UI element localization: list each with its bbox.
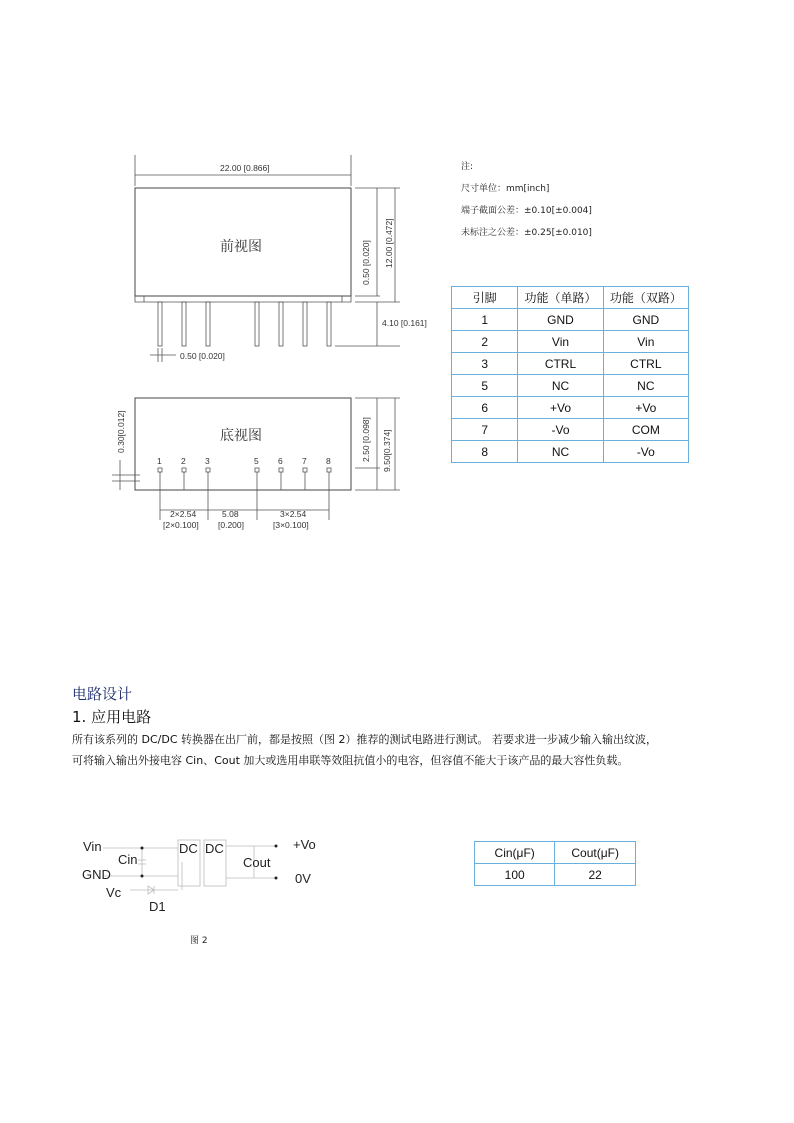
paragraph-line: 所有该系列的 DC/DC 转换器在出厂前，都是按照（图 2）推荐的测试电路进行测试。 若要求进一步减少输入输出纹波， xyxy=(72,733,657,746)
pin-width-dimension: 0.50 [0.020] xyxy=(180,351,225,361)
pitch-right-inch: [3×0.100] xyxy=(273,520,309,530)
mechanical-drawing xyxy=(100,150,440,540)
table-cell: NC xyxy=(518,441,603,463)
notes-title: 注: xyxy=(461,162,474,172)
table-cell: 1 xyxy=(452,309,518,331)
circuit-label-vo-plus: +Vo xyxy=(293,837,316,852)
circuit-label-vo-zero: 0V xyxy=(295,871,311,886)
circuit-label-dc1: DC xyxy=(179,841,198,856)
table-cell: +Vo xyxy=(603,397,688,419)
circuit-label-cout: Cout xyxy=(243,855,271,870)
pitch-mid: 5.08 xyxy=(222,509,239,519)
pin-number: 8 xyxy=(326,456,331,466)
application-circuit xyxy=(78,832,338,922)
table-row xyxy=(452,353,689,375)
table-cell: 7 xyxy=(452,419,518,441)
table-cell: -Vo xyxy=(603,441,688,463)
pin-length-dimension: 4.10 [0.161] xyxy=(382,318,427,328)
table-header-cell: 功能（单路） xyxy=(518,287,603,309)
pitch-left-inch: [2×0.100] xyxy=(163,520,199,530)
circuit-label-cin: Cin xyxy=(118,852,138,867)
table-cell: -Vo xyxy=(518,419,603,441)
circuit-label-vin: Vin xyxy=(83,839,102,854)
table-row xyxy=(452,441,689,463)
figure-caption: 图 2 xyxy=(190,936,208,946)
table-cell: 2 xyxy=(452,331,518,353)
table-cell: 22 xyxy=(555,864,636,886)
pin-number: 6 xyxy=(278,456,283,466)
table-cell: COM xyxy=(603,419,688,441)
circuit-label-vc: Vc xyxy=(106,885,122,900)
base-gap-dimension: 0.50 [0.020] xyxy=(361,240,371,285)
table-cell: +Vo xyxy=(518,397,603,419)
pitch-left: 2×2.54 xyxy=(170,509,197,519)
section-subtitle: 1. 应用电路 xyxy=(72,708,152,726)
table-cell: NC xyxy=(603,375,688,397)
pin-number: 2 xyxy=(181,456,186,466)
table-cell: 8 xyxy=(452,441,518,463)
table-row xyxy=(475,864,636,886)
table-header-cell: Cout(μF) xyxy=(555,842,636,864)
table-header-cell: 引脚 xyxy=(452,287,518,309)
depth-dimension: 9.50[0.374] xyxy=(382,429,392,472)
table-cell: 6 xyxy=(452,397,518,419)
table-cell: CTRL xyxy=(603,353,688,375)
table-cell: 100 xyxy=(475,864,555,886)
height-dimension: 12.00 [0.472] xyxy=(384,218,394,268)
capacitor-table xyxy=(474,841,636,886)
notes-general-tolerance: 未标注之公差：±0.25[±0.010] xyxy=(461,228,592,238)
table-header-row xyxy=(452,287,689,309)
pin-number: 1 xyxy=(157,456,162,466)
pin-number: 7 xyxy=(302,456,307,466)
table-cell: Vin xyxy=(603,331,688,353)
pin-offset-dimension: 0.30[0.012] xyxy=(116,410,126,453)
table-cell: 3 xyxy=(452,353,518,375)
table-cell: NC xyxy=(518,375,603,397)
bottom-view-label: 底视图 xyxy=(220,427,262,443)
circuit-label-d1: D1 xyxy=(149,899,166,914)
width-dimension: 22.00 [0.866] xyxy=(220,163,270,173)
pin-row-dimension: 2.50 [0.098] xyxy=(361,417,371,462)
table-header-row xyxy=(475,842,636,864)
pitch-mid-inch: [0.200] xyxy=(218,520,244,530)
table-cell: 5 xyxy=(452,375,518,397)
notes-pin-tolerance: 端子截面公差：±0.10[±0.004] xyxy=(461,206,592,216)
table-row xyxy=(452,419,689,441)
pin-number: 3 xyxy=(205,456,210,466)
table-header-cell: Cin(μF) xyxy=(475,842,555,864)
notes-unit: 尺寸单位：mm[inch] xyxy=(461,184,550,194)
table-cell: GND xyxy=(603,309,688,331)
pin-number: 5 xyxy=(254,456,259,466)
table-cell: Vin xyxy=(518,331,603,353)
table-row xyxy=(452,309,689,331)
table-row xyxy=(452,331,689,353)
circuit-label-dc2: DC xyxy=(205,841,224,856)
table-row xyxy=(452,397,689,419)
table-cell: CTRL xyxy=(518,353,603,375)
circuit-label-gnd: GND xyxy=(82,867,111,882)
pin-function-table xyxy=(451,286,689,463)
section-title: 电路设计 xyxy=(72,685,133,703)
paragraph-line: 可将输入输出外接电容 Cin、Cout 加大或选用串联等效阻抗值小的电容，但容值不能大于该产品的最大容性负载。 xyxy=(72,754,629,767)
table-row xyxy=(452,375,689,397)
table-cell: GND xyxy=(518,309,603,331)
table-header-cell: 功能（双路） xyxy=(603,287,688,309)
front-view-label: 前视图 xyxy=(220,238,262,254)
pitch-right: 3×2.54 xyxy=(280,509,307,519)
